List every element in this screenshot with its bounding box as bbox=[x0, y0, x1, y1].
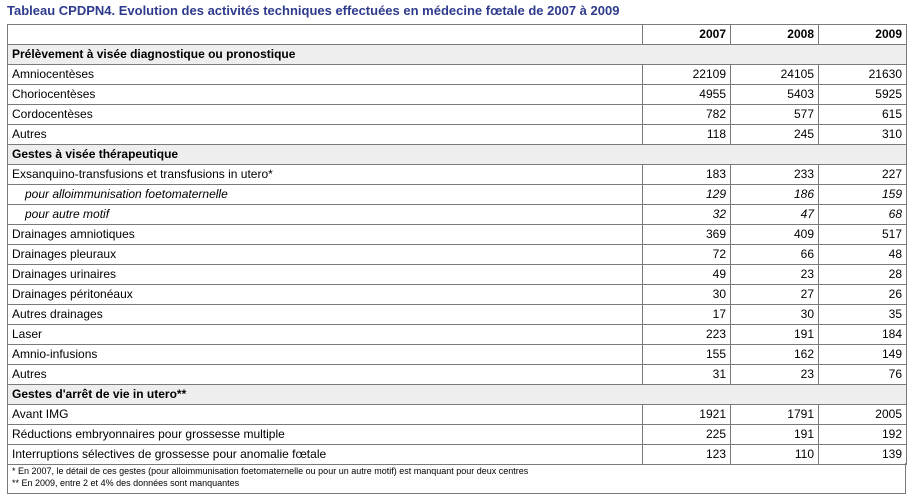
value-cell: 24105 bbox=[731, 65, 819, 85]
value-cell: 72 bbox=[643, 245, 731, 265]
section-title: Prélèvement à visée diagnostique ou pronostique bbox=[8, 45, 907, 65]
table-row bbox=[8, 105, 907, 125]
value-cell: 31 bbox=[643, 365, 731, 385]
row-label: Autres bbox=[8, 365, 643, 385]
value-cell: 27 bbox=[731, 285, 819, 305]
row-label: Drainages amniotiques bbox=[8, 225, 643, 245]
row-label: Drainages pleuraux bbox=[8, 245, 643, 265]
value-cell: 123 bbox=[643, 445, 731, 465]
value-cell: 191 bbox=[731, 425, 819, 445]
value-cell: 22109 bbox=[643, 65, 731, 85]
table-row bbox=[8, 225, 907, 245]
table-row bbox=[8, 345, 907, 365]
value-cell: 139 bbox=[819, 445, 907, 465]
value-cell: 68 bbox=[819, 205, 907, 225]
value-cell: 159 bbox=[819, 185, 907, 205]
table-row bbox=[8, 405, 907, 425]
value-cell: 4955 bbox=[643, 85, 731, 105]
table-subrow bbox=[8, 185, 907, 205]
value-cell: 233 bbox=[731, 165, 819, 185]
table-row bbox=[8, 125, 907, 145]
value-cell: 1791 bbox=[731, 405, 819, 425]
row-label: Amniocentèses bbox=[8, 65, 643, 85]
value-cell: 5403 bbox=[731, 85, 819, 105]
section-row bbox=[8, 145, 907, 165]
footnote: * En 2007, le détail de ces gestes (pour alloimmunisation foetomaternelle ou pour un autre motif) est manquant pour deux centres bbox=[12, 466, 529, 476]
value-cell: 49 bbox=[643, 265, 731, 285]
row-label: Avant IMG bbox=[8, 405, 643, 425]
section-row bbox=[8, 385, 907, 405]
value-cell: 149 bbox=[819, 345, 907, 365]
row-label: pour alloimmunisation foetomaternelle bbox=[8, 185, 643, 205]
row-label: Réductions embryonnaires pour grossesse multiple bbox=[8, 425, 643, 445]
value-cell: 66 bbox=[731, 245, 819, 265]
table-row bbox=[8, 85, 907, 105]
row-label: Autres drainages bbox=[8, 305, 643, 325]
value-cell: 28 bbox=[819, 265, 907, 285]
row-label: pour autre motif bbox=[8, 205, 643, 225]
value-cell: 162 bbox=[731, 345, 819, 365]
value-cell: 129 bbox=[643, 185, 731, 205]
value-cell: 184 bbox=[819, 325, 907, 345]
value-cell: 409 bbox=[731, 225, 819, 245]
value-cell: 23 bbox=[731, 365, 819, 385]
table-row bbox=[8, 305, 907, 325]
row-label: Interruptions sélectives de grossesse pour anomalie fœtale bbox=[8, 445, 643, 465]
value-cell: 32 bbox=[643, 205, 731, 225]
table-title: Tableau CPDPN4. Evolution des activités techniques effectuées en médecine fœtale de 2007 à 2009 bbox=[7, 3, 620, 18]
row-label: Cordocentèses bbox=[8, 105, 643, 125]
header-year-2007: 2007 bbox=[643, 25, 731, 45]
value-cell: 517 bbox=[819, 225, 907, 245]
value-cell: 30 bbox=[643, 285, 731, 305]
value-cell: 5925 bbox=[819, 85, 907, 105]
activities-table bbox=[7, 24, 907, 465]
footnote: ** En 2009, entre 2 et 4% des données sont manquantes bbox=[12, 478, 240, 488]
header-year-2008: 2008 bbox=[731, 25, 819, 45]
value-cell: 227 bbox=[819, 165, 907, 185]
value-cell: 192 bbox=[819, 425, 907, 445]
row-label: Choriocentèses bbox=[8, 85, 643, 105]
value-cell: 310 bbox=[819, 125, 907, 145]
value-cell: 26 bbox=[819, 285, 907, 305]
table-row bbox=[8, 245, 907, 265]
value-cell: 17 bbox=[643, 305, 731, 325]
value-cell: 21630 bbox=[819, 65, 907, 85]
footnotes bbox=[7, 463, 906, 494]
value-cell: 48 bbox=[819, 245, 907, 265]
value-cell: 35 bbox=[819, 305, 907, 325]
value-cell: 1921 bbox=[643, 405, 731, 425]
table-row bbox=[8, 325, 907, 345]
table-row bbox=[8, 285, 907, 305]
value-cell: 118 bbox=[643, 125, 731, 145]
value-cell: 76 bbox=[819, 365, 907, 385]
value-cell: 223 bbox=[643, 325, 731, 345]
section-title: Gestes à visée thérapeutique bbox=[8, 145, 907, 165]
section-row bbox=[8, 45, 907, 65]
table-row bbox=[8, 425, 907, 445]
table-subrow bbox=[8, 205, 907, 225]
value-cell: 30 bbox=[731, 305, 819, 325]
value-cell: 615 bbox=[819, 105, 907, 125]
table-row bbox=[8, 265, 907, 285]
row-label: Exsanquino-transfusions et transfusions in utero* bbox=[8, 165, 643, 185]
value-cell: 47 bbox=[731, 205, 819, 225]
table-row bbox=[8, 445, 907, 465]
row-label: Autres bbox=[8, 125, 643, 145]
table-body bbox=[8, 45, 907, 465]
value-cell: 225 bbox=[643, 425, 731, 445]
row-label: Drainages péritonéaux bbox=[8, 285, 643, 305]
table-row bbox=[8, 165, 907, 185]
value-cell: 110 bbox=[731, 445, 819, 465]
value-cell: 245 bbox=[731, 125, 819, 145]
header-year-2009: 2009 bbox=[819, 25, 907, 45]
value-cell: 155 bbox=[643, 345, 731, 365]
value-cell: 186 bbox=[731, 185, 819, 205]
row-label: Drainages urinaires bbox=[8, 265, 643, 285]
row-label: Amnio-infusions bbox=[8, 345, 643, 365]
row-label: Laser bbox=[8, 325, 643, 345]
value-cell: 577 bbox=[731, 105, 819, 125]
value-cell: 782 bbox=[643, 105, 731, 125]
value-cell: 183 bbox=[643, 165, 731, 185]
section-title: Gestes d'arrêt de vie in utero** bbox=[8, 385, 907, 405]
value-cell: 369 bbox=[643, 225, 731, 245]
value-cell: 2005 bbox=[819, 405, 907, 425]
value-cell: 191 bbox=[731, 325, 819, 345]
table-row bbox=[8, 365, 907, 385]
header-label-cell bbox=[8, 25, 643, 45]
table-row bbox=[8, 65, 907, 85]
header-row bbox=[8, 25, 907, 45]
value-cell: 23 bbox=[731, 265, 819, 285]
